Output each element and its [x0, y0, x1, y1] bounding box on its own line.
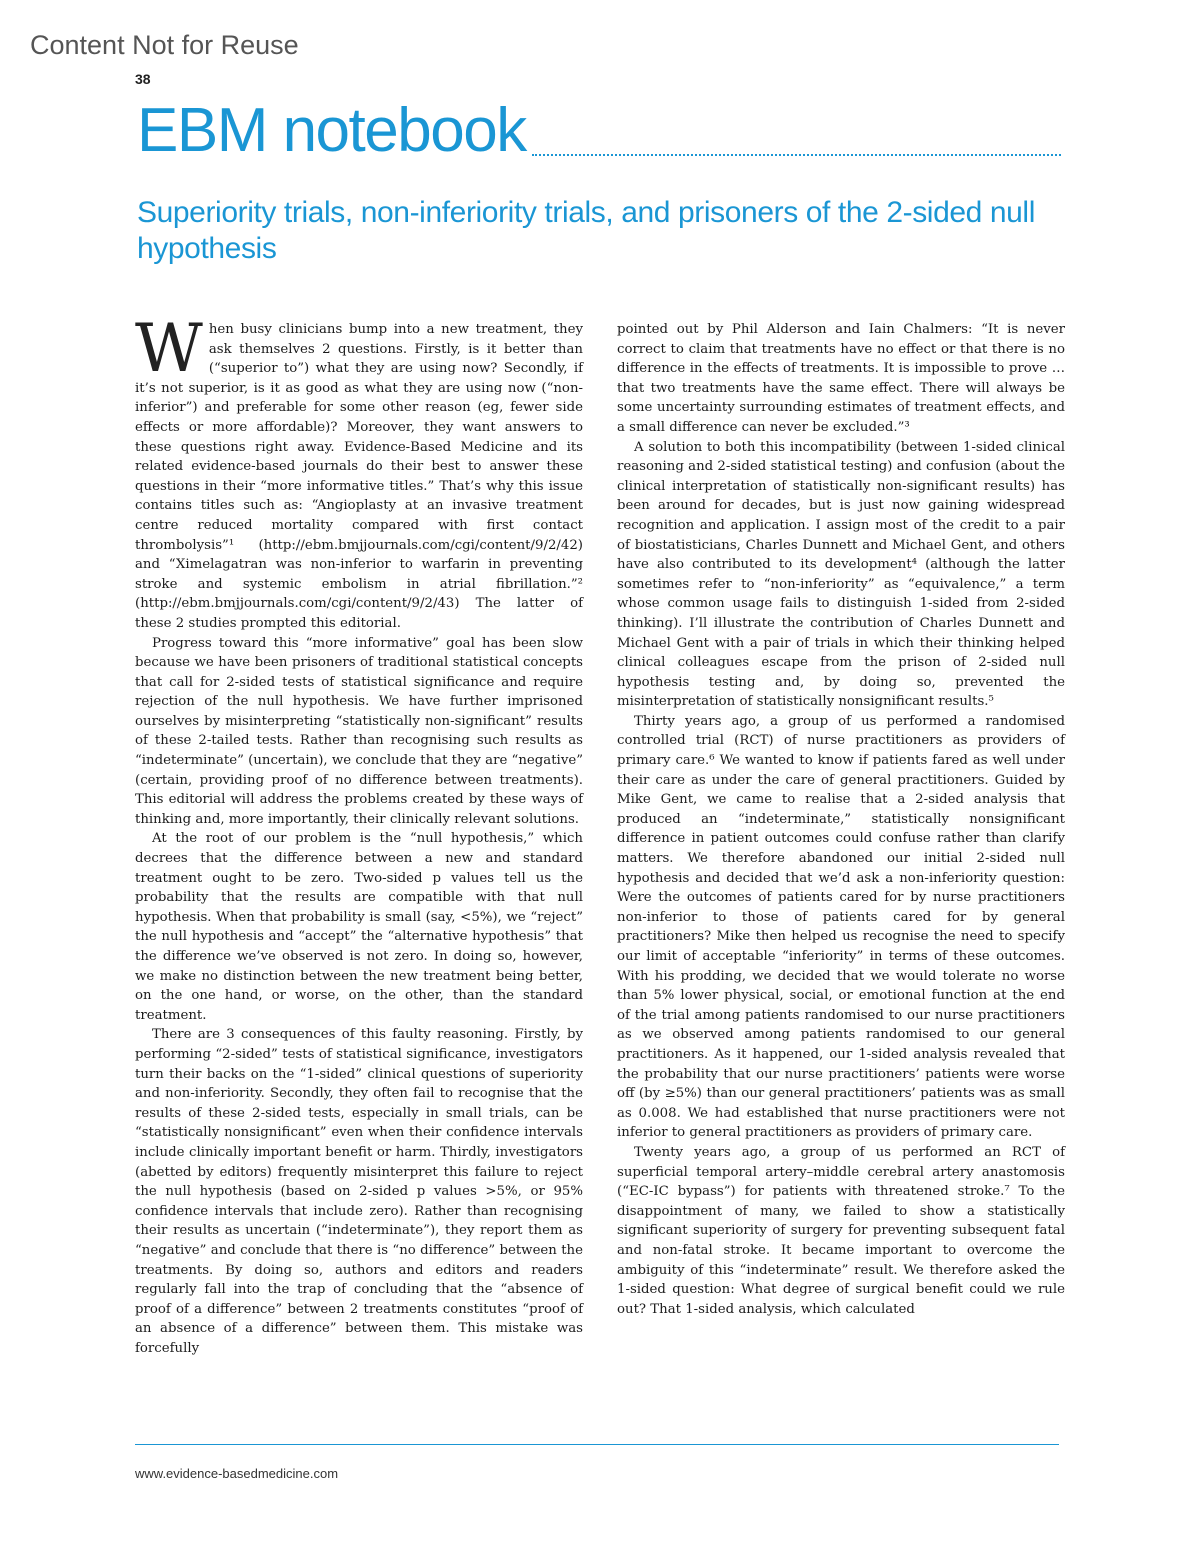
- paragraph: There are 3 consequences of this faulty reasoning. Firstly, by performing “2-sided” tests of statistical significance, investigators turn their backs on the “1-sided” clinical questions of superiority and non-inferiority. Secondly, they often fail to recognise that the results of these 2-sided tests, especially in small trials, can be “statistically nonsignificant” even when their confidence intervals include clinically important benefit or harm. Thirdly, investigators (abetted by editors) frequently misinterpret this failure to reject the null hypothesis (based on 2-sided p values >5%, or 95% confidence intervals that include zero). Rather than recognising their results as uncertain (“indeterminate”), they report them as “negative” and conclude that there is “no difference” between the treatments. By doing so, authors and editors and readers regularly fall into the trap of concluding that the “absence of proof of a difference” between 2 treatments constitutes “proof of an absence of a difference” between them. This mistake was forcefully: [135, 1027, 583, 1356]
- paragraph: Thirty years ago, a group of us performed a randomised controlled trial (RCT) of nurse practitioners as providers of primary care.⁶ We wanted to know if patients fared as well under their care as under the care of general practitioners. Guided by Mike Gent, we came to realise that a 2-sided analysis that produced an “indeterminate,” statistically nonsignificant difference in patient outcomes could confuse rather than clarify matters. We therefore abandoned our initial 2-sided null hypothesis and decided that we’d ask a non-inferiority question: Were the outcomes of patients cared for by nurse practitioners non-inferior to those of patients cared for by general practitioners? Mike then helped us recognise the need to specify our limit of acceptable “inferiority” in terms of these outcomes. With his prodding, we decided that we would tolerate no worse than 5% lower physical, social, or emotional function at the end of the trial among patients randomised to our nurse practitioners as we observed among patients randomised to our general practitioners. As it happened, our 1-sided analysis revealed that the probability that our nurse practitioners’ patients were worse off (by ≥5%) than our general practitioners’ patients was as small as 0.008. We had established that nurse practitioners were not inferior to general practitioners as providers of primary care.: [617, 713, 1065, 1141]
- section-header: [137, 92, 1061, 165]
- article-title: Superiority trials, non-inferiority trials, and prisoners of the 2-sided null hypothesis: [137, 196, 1035, 265]
- right-column: [617, 320, 1065, 1319]
- footer-rule: [135, 1444, 1059, 1445]
- page-number: 38: [135, 71, 151, 87]
- paragraph: At the root of our problem is the “null hypothesis,” which decrees that the difference between a new and standard treatment ought to be zero. Two-sided p values tell us the probability that the results are compatible with that null hypothesis. When that probability is small (say, <5%), we “reject” the null hypothesis and “accept” the “alternative hypothesis” that the difference we’ve observed is not zero. In doing so, however, we make no distinction between the new treatment being better, on the one hand, or worse, on the other, than the standard treatment.: [135, 831, 583, 1023]
- paragraph: hen busy clinicians bump into a new treatment, they ask themselves 2 questions. Firstly, is it better than (“superior to”) what they are using now? Secondly, if it’s not superior, is it as good as what they are using now (“non-inferior”) and preferable for some other reason (eg, fewer side effects or more affordable)? Moreover, they want answers to these questions right away. Evidence-Based Medicine and its related evidence-based journals do their best to answer these questions in their “more informative titles.” That’s why this issue contains titles such as: “Angioplasty at an invasive treatment centre reduced mortality compared with first contact thrombolysis”¹ (http://ebm.bmjjournals.com/cgi/content/9/2/42) and “Ximelagatran was non-inferior to warfarin in preventing stroke and systemic embolism in atrial fibrillation.”² (http://ebm.bmjjournals.com/cgi/content/9/2/43) The latter of these 2 studies prompted this editorial.: [135, 322, 583, 631]
- paragraph: A solution to both this incompatibility (between 1-sided clinical reasoning and 2-sided statistical testing) and confusion (about the clinical interpretation of statistically non-significant results) has been around for decades, but is just now gaining widespread recognition and application. I assign most of the credit to a pair of biostatisticians, Charles Dunnett and Michael Gent, and others have also contributed to its development⁴ (although the latter sometimes refer to “non-inferiority” as “equivalence,” a term whose common usage fails to distinguish 1-sided from 2-sided thinking). I’ll illustrate the contribution of Charles Dunnett and Michael Gent with a pair of trials in which their thinking helped clinical colleagues escape from the prison of 2-sided null hypothesis testing and, by doing so, prevented the misinterpretation of statistically nonsignificant results.⁵: [617, 439, 1065, 710]
- paragraph: Progress toward this “more informative” goal has been slow because we have been prisoners of traditional statistical concepts that call for 2-sided tests of statistical significance and require rejection of the null hypothesis. We have further imprisoned ourselves by misinterpreting “statistically non-significant” results of these 2-tailed tests. Rather than recognising such results as “indeterminate” (uncertain), we conclude that they are “negative” (certain, providing proof of no difference between treatments). This editorial will address the problems created by these ways of thinking and, more importantly, their clinically relevant solutions.: [135, 635, 583, 827]
- paragraph: Twenty years ago, a group of us performed an RCT of superficial temporal artery–middle cerebral artery anastomosis (“EC-IC bypass”) for patients with threatened stroke.⁷ To the disappointment of many, we failed to show a statistically significant superiority of surgery for preventing subsequent fatal and non-fatal stroke. It became important to overcome the ambiguity of this “indeterminate” result. We therefore asked the 1-sided question: What degree of surgical benefit could we rule out? That 1-sided analysis, which calculated: [617, 1144, 1065, 1317]
- watermark: Content Not for Reuse: [30, 30, 299, 60]
- section-title: EBM notebook: [137, 96, 526, 165]
- left-column: [135, 310, 583, 1358]
- footer-url: www.evidence-basedmedicine.com: [135, 1466, 339, 1481]
- drop-cap: W: [135, 310, 203, 387]
- paragraph: pointed out by Phil Alderson and Iain Chalmers: “It is never correct to claim that treatments have no effect or that there is no difference in the effects of treatments. It is impossible to prove … that two treatments have the same effect. There will always be some uncertainty surrounding estimates of treatment effects, and a small difference can never be excluded.”³: [617, 322, 1065, 435]
- dotted-rule: [532, 154, 1061, 156]
